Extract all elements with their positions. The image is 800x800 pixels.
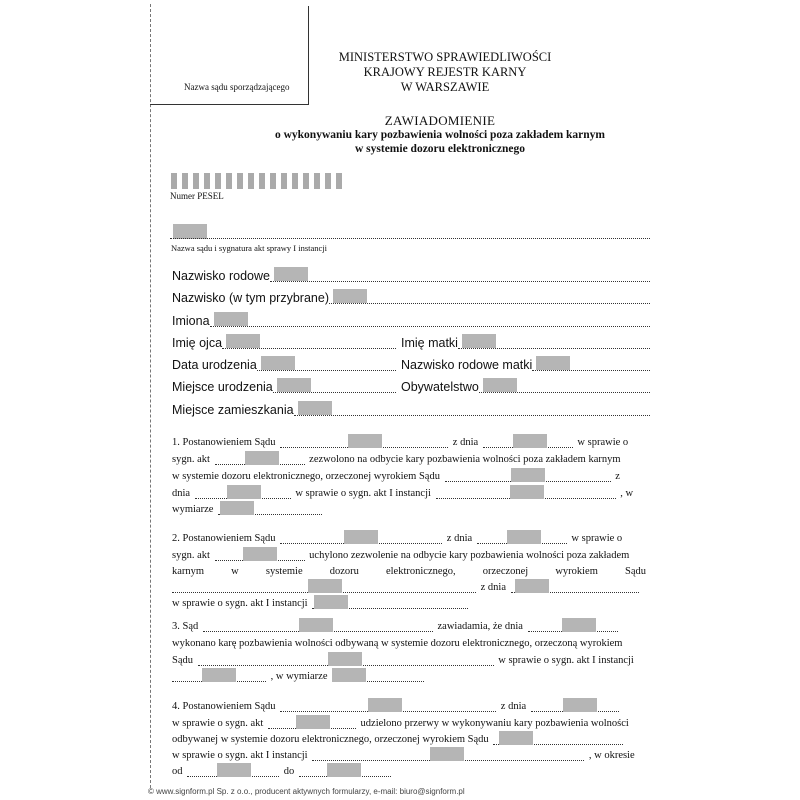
section-4-line: [172, 715, 629, 732]
court-input[interactable]: [203, 618, 433, 632]
section-4-text: z dnia: [500, 701, 527, 712]
court-input[interactable]: [445, 468, 611, 482]
birth-date-row: [172, 354, 396, 374]
section-1-text: , w: [620, 488, 634, 499]
date-input[interactable]: [195, 485, 291, 499]
section-4-text: od: [172, 766, 183, 777]
pesel-digit-box[interactable]: [204, 173, 210, 189]
title-line: ZAWIADOMIENIE: [384, 113, 496, 128]
court-input[interactable]: [280, 530, 442, 544]
pesel-label: Numer PESEL: [170, 191, 224, 201]
signature-input[interactable]: [312, 747, 584, 761]
pesel-digit-box[interactable]: [171, 173, 177, 189]
father-name-input[interactable]: [222, 334, 396, 349]
field-label: Obywatelstwo: [401, 380, 479, 394]
section-4-text: w sprawie o sygn. akt: [172, 718, 264, 729]
section-4-text: do: [283, 766, 295, 777]
mother-family-name-input[interactable]: [532, 356, 650, 371]
pesel-digit-box[interactable]: [248, 173, 254, 189]
field-label: Imię ojca: [172, 336, 223, 350]
section-2-text: w sprawie o sygn. akt I instancji: [172, 598, 308, 609]
section-3-line: [172, 635, 622, 652]
section-3-text: wykonano karę pozbawienia wolności odbywaną w systemie dozoru elektronicznego, orzeczoną wyrokiem: [172, 638, 623, 649]
section-3-line: [170, 668, 426, 685]
section-2-text: systemie: [265, 566, 303, 577]
date-input[interactable]: [511, 579, 639, 593]
field-label: Imię matki: [401, 336, 458, 350]
mother-name-input[interactable]: [458, 334, 650, 349]
signature-input[interactable]: [268, 715, 356, 729]
residence-input[interactable]: [294, 401, 650, 416]
section-4-text: 4. Postanowieniem Sądu: [172, 701, 276, 712]
citizenship-input[interactable]: [479, 378, 650, 393]
court-input[interactable]: [493, 731, 623, 745]
citizenship-row: [401, 376, 650, 396]
section-1-line: [172, 501, 324, 518]
residence-row: [172, 399, 650, 419]
cut-line: [150, 4, 151, 788]
signature-input[interactable]: [172, 668, 266, 682]
ministry-header: [320, 50, 570, 95]
pesel-digit-box[interactable]: [336, 173, 342, 189]
field-label: Nazwisko rodowe: [172, 269, 270, 283]
pesel-digit-box[interactable]: [226, 173, 232, 189]
father-name-row: [172, 332, 396, 352]
section-1-line: [172, 468, 620, 485]
family-name-current-input[interactable]: [329, 289, 650, 304]
date-input[interactable]: [483, 434, 573, 448]
period-from-input[interactable]: [187, 763, 279, 777]
mother-family-name-row: [401, 354, 650, 374]
court-input[interactable]: [280, 698, 496, 712]
section-3-line: [172, 652, 634, 669]
court-signature-input[interactable]: [173, 224, 207, 239]
section-2-text: Sądu: [624, 566, 646, 577]
signature-input[interactable]: [436, 485, 616, 499]
section-2-text: w: [231, 566, 239, 577]
section-1-text: w sprawie o sygn. akt I instancji: [295, 488, 431, 499]
field-label: Miejsce urodzenia: [172, 380, 273, 394]
section-3-text: , w wymiarze: [270, 671, 328, 682]
section-2-line: [170, 579, 641, 596]
section-3-text: w sprawie o sygn. akt I instancji: [498, 655, 634, 666]
mother-name-row: [401, 332, 650, 352]
family-name-birth-input[interactable]: [270, 267, 650, 282]
pesel-digit-box[interactable]: [193, 173, 199, 189]
footer-copyright: © www.signform.pl Sp. z o.o., producent aktywnych formularzy, e-mail: biuro@signform.pl: [148, 787, 465, 796]
ministry-line: MINISTERSTWO SPRAWIEDLIWOŚCI: [338, 50, 552, 64]
ministry-line: KRAJOWY REJESTR KARNY: [363, 65, 527, 79]
first-names-input[interactable]: [210, 312, 650, 327]
field-label: Imiona: [172, 314, 210, 328]
date-input[interactable]: [477, 530, 567, 544]
pesel-digit-box[interactable]: [292, 173, 298, 189]
section-1-text: dnia: [172, 488, 191, 499]
section-2-line: [172, 530, 622, 547]
court-input[interactable]: [172, 579, 476, 593]
section-2-text: w sprawie o: [571, 533, 623, 544]
section-2-line: [172, 563, 646, 580]
pesel-digit-box[interactable]: [259, 173, 265, 189]
section-2-text: wyrokiem: [555, 566, 598, 577]
section-2-text: 2. Postanowieniem Sądu: [172, 533, 276, 544]
pesel-digit-box[interactable]: [303, 173, 309, 189]
section-1-line: [172, 451, 621, 468]
pesel-digit-box[interactable]: [325, 173, 331, 189]
pesel-digit-box[interactable]: [215, 173, 221, 189]
pesel-digit-box[interactable]: [270, 173, 276, 189]
section-1-text: z: [615, 471, 620, 482]
section-2-text: uchylono zezwolenie na odbycie kary pozbawienia wolności poza zakładem: [309, 550, 630, 561]
birth-date-input[interactable]: [257, 356, 396, 371]
pesel-digit-box[interactable]: [281, 173, 287, 189]
section-1-line: [172, 485, 633, 502]
section-3-line: [172, 618, 620, 635]
section-4-line: [172, 763, 393, 780]
pesel-digit-box[interactable]: [314, 173, 320, 189]
date-input[interactable]: [531, 698, 619, 712]
field-label: Data urodzenia: [172, 358, 257, 372]
date-input[interactable]: [528, 618, 618, 632]
section-2-text: z dnia: [446, 533, 473, 544]
family-name-current-row: [172, 287, 650, 307]
section-4-text: odbywanej w systemie dozoru elektronicznego, orzeczonej wyrokiem Sądu: [172, 734, 489, 745]
section-3-text: 3. Sąd: [172, 621, 199, 632]
field-label: Nazwisko (w tym przybrane): [172, 291, 329, 305]
document-title: [240, 114, 640, 156]
court-input[interactable]: [280, 434, 448, 448]
section-2-text: karnym: [172, 566, 205, 577]
title-line: w systemie dozoru elektronicznego: [354, 143, 526, 155]
field-label: Miejsce zamieszkania: [172, 403, 294, 417]
first-names-row: [172, 310, 650, 330]
pesel-boxes[interactable]: [171, 173, 347, 189]
section-2-text: sygn. akt: [172, 550, 210, 561]
section-1-text: w sprawie o: [577, 437, 629, 448]
period-to-input[interactable]: [299, 763, 391, 777]
birth-place-input[interactable]: [273, 378, 396, 393]
section-1-text: w systemie dozoru elektronicznego, orzeczonej wyrokiem Sądu: [172, 471, 440, 482]
term-input[interactable]: [332, 668, 424, 682]
section-4-line: [172, 698, 621, 715]
section-1-text: z dnia: [452, 437, 479, 448]
section-1-text: wymiarze: [172, 504, 214, 515]
section-1-text: zezwolono na odbycie kary pozbawienia wolności poza zakładem karnym: [309, 454, 621, 465]
family-name-birth-row: [172, 265, 650, 285]
field-label: Nazwisko rodowe matki: [401, 358, 533, 372]
section-4-text: udzielono przerwy w wykonywaniu kary pozbawienia wolności: [360, 718, 629, 729]
section-4-text: w sprawie o sygn. akt I instancji: [172, 750, 308, 761]
court-signature-line: [170, 238, 650, 239]
section-3-text: Sądu: [172, 655, 193, 666]
section-4-line: [172, 747, 635, 764]
court-input[interactable]: [198, 652, 494, 666]
section-2-line: [172, 547, 629, 564]
section-4-text: , w okresie: [588, 750, 635, 761]
section-1-line: [172, 434, 628, 451]
term-input[interactable]: [218, 501, 322, 515]
pesel-digit-box[interactable]: [237, 173, 243, 189]
court-stamp-label: Nazwa sądu sporządzającego: [184, 82, 290, 92]
pesel-digit-box[interactable]: [182, 173, 188, 189]
section-2-text: orzeczonej: [482, 566, 529, 577]
ministry-line: W WARSZAWIE: [400, 80, 490, 94]
signature-input[interactable]: [312, 595, 468, 609]
section-2-text: z dnia: [480, 582, 506, 593]
title-line: o wykonywaniu kary pozbawienia wolności poza zakładem karnym: [274, 129, 606, 141]
signature-input[interactable]: [215, 547, 305, 561]
section-2-text: elektronicznego,: [385, 566, 456, 577]
section-4-line: [172, 731, 625, 748]
birth-place-row: [172, 376, 396, 396]
court-signature-label: Nazwa sądu i sygnatura akt sprawy I instancji: [171, 243, 328, 253]
section-2-text: dozoru: [329, 566, 359, 577]
section-2-line: [172, 595, 470, 612]
signature-input[interactable]: [215, 451, 305, 465]
section-3-text: zawiadamia, że dnia: [437, 621, 523, 632]
section-1-text: 1. Postanowieniem Sądu: [172, 437, 276, 448]
section-1-text: sygn. akt: [172, 454, 210, 465]
